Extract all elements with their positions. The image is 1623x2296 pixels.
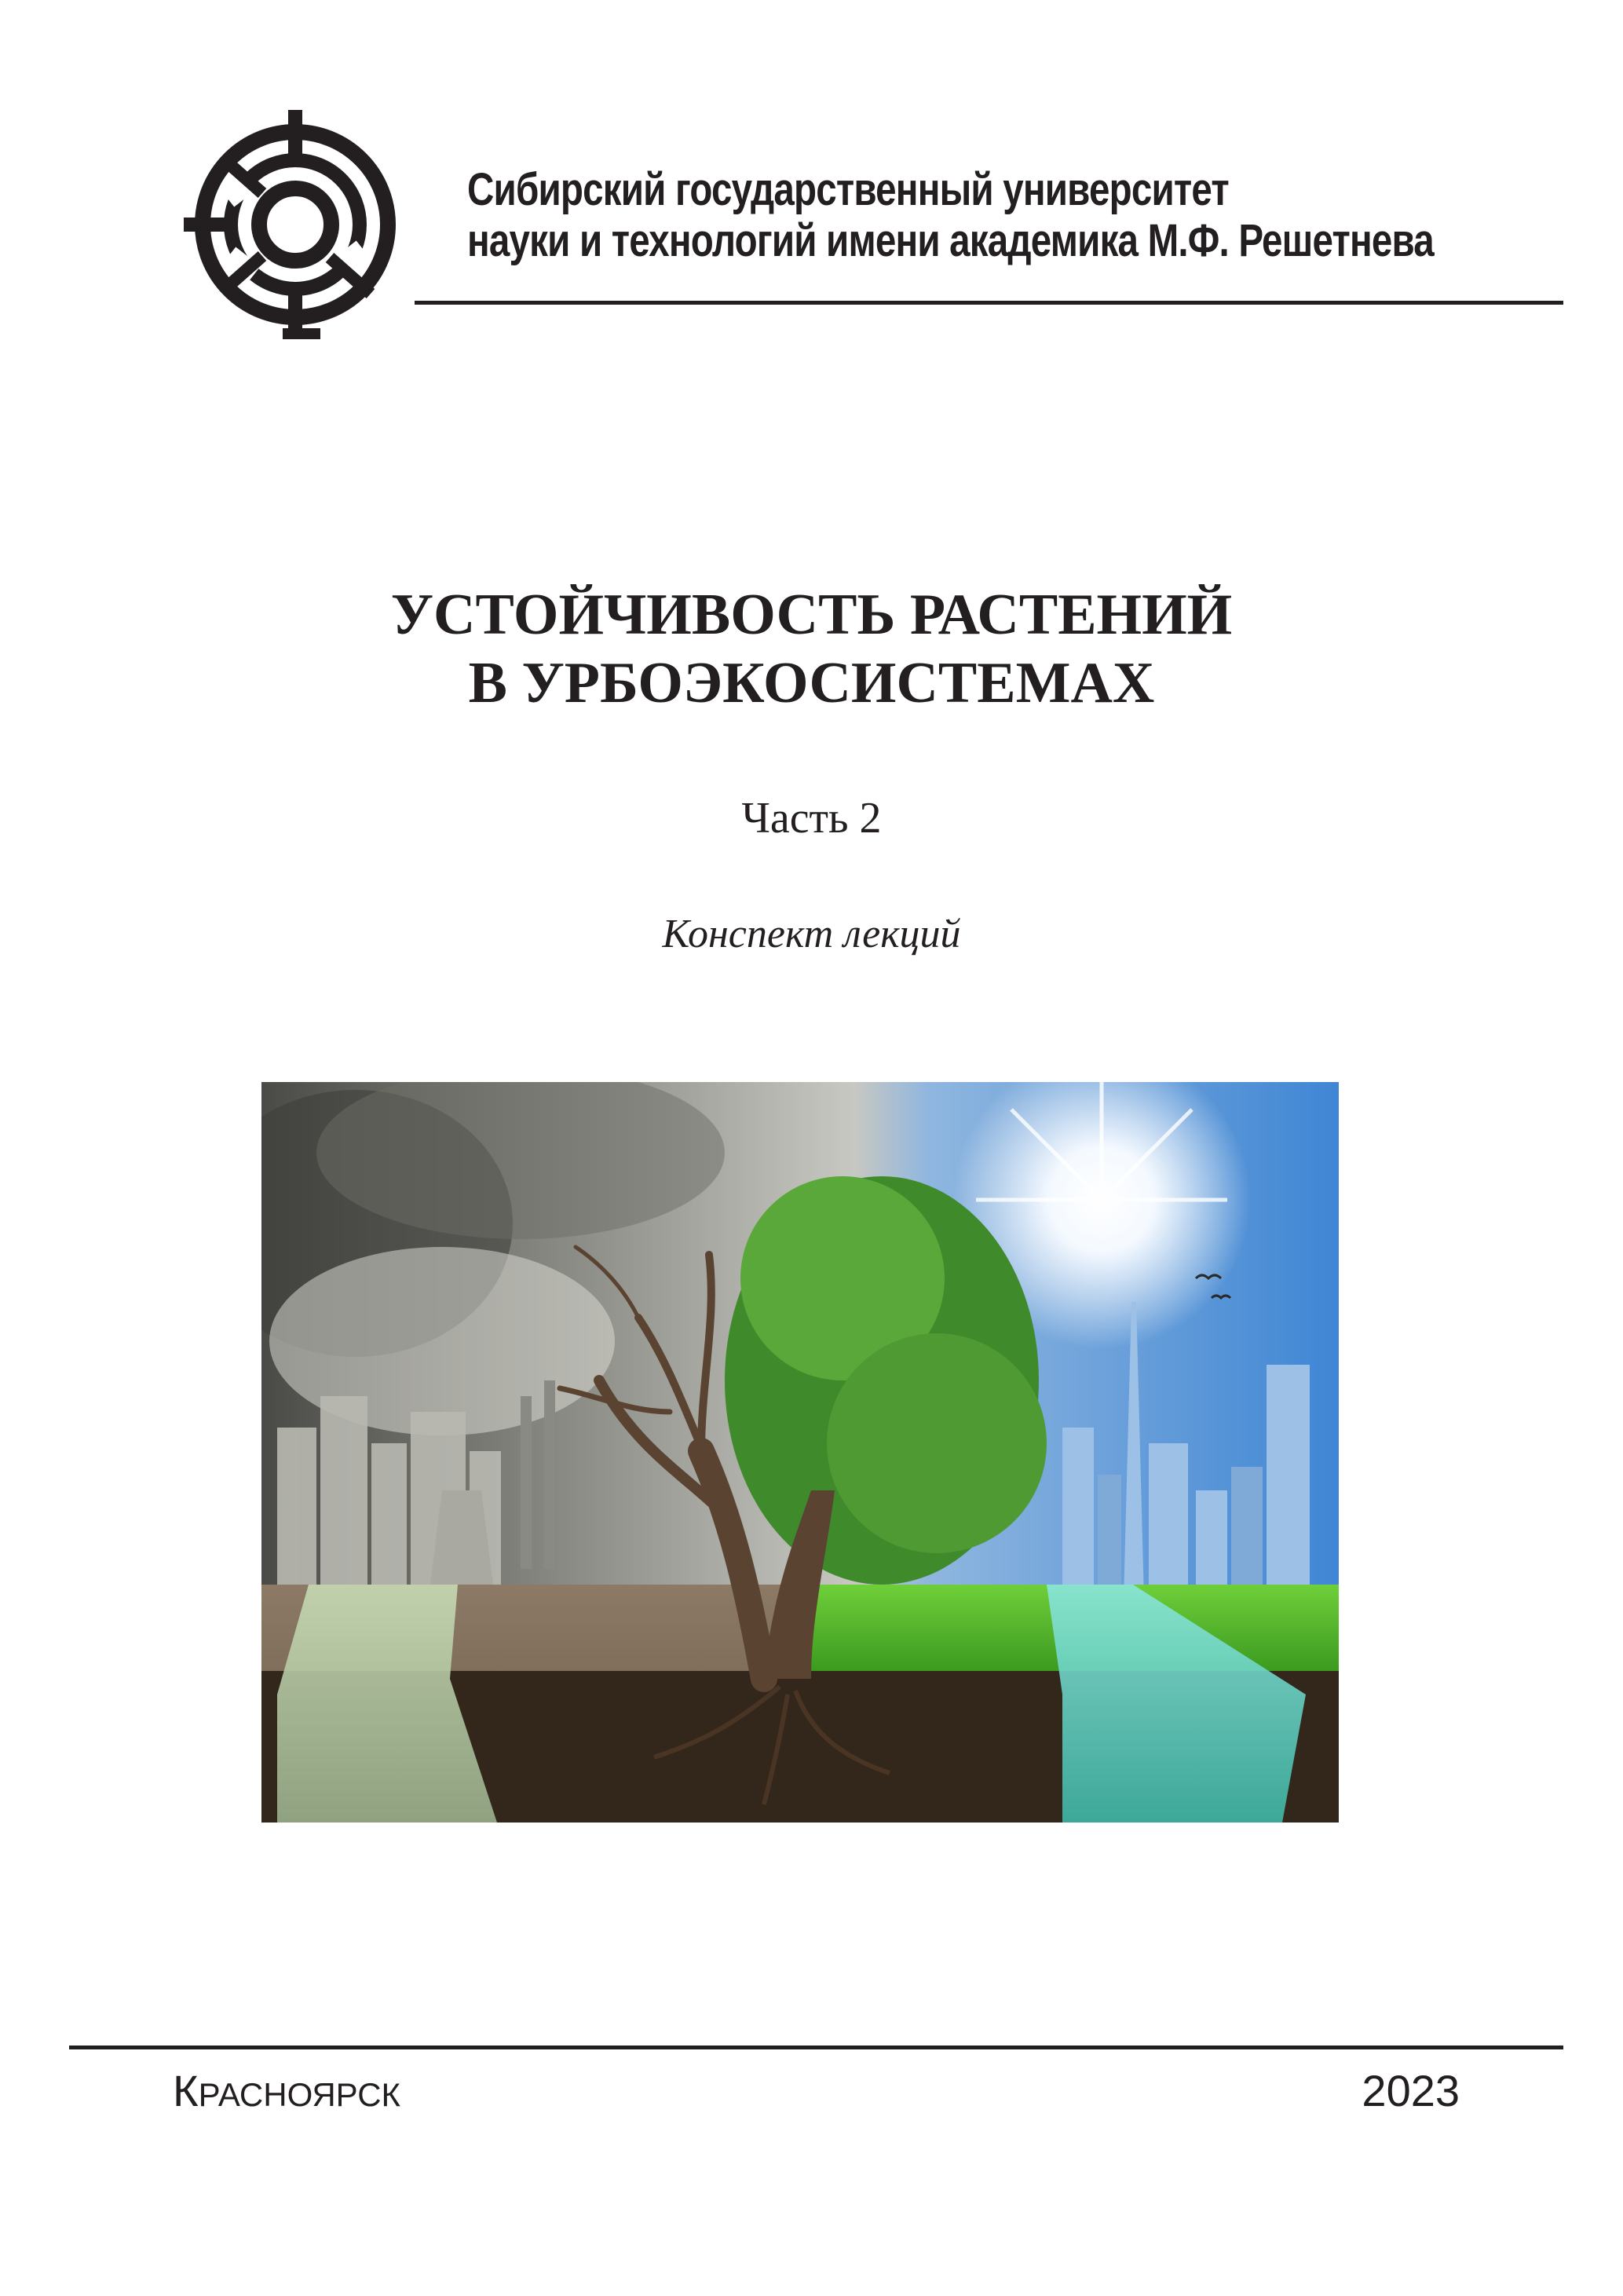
title-line2: В УРБОЭКОСИСТЕМАХ (468, 651, 1155, 716)
university-name-line1: Сибирский государственный университет (467, 164, 1229, 215)
part-label: Часть 2 (741, 794, 882, 843)
publication-year: 2023 (1362, 2066, 1460, 2115)
city-rest: РАСНОЯРСК (198, 2076, 400, 2113)
header-divider (415, 301, 1563, 305)
polluted-vs-green-city-illustration (261, 1082, 1339, 1823)
city-initial: К (173, 2066, 199, 2115)
publication-city (173, 2065, 400, 2116)
title-line1: УСТОЙЧИВОСТЬ РАСТЕНИЙ (390, 583, 1233, 647)
university-emblem-icon (177, 101, 405, 344)
university-name-line2: науки и технологий имени академика М.Ф. Решетнева (467, 214, 1434, 266)
university-name (467, 165, 1434, 267)
document-title (0, 581, 1623, 718)
footer-divider (69, 2046, 1563, 2049)
document-subtitle: Конспект лекций (662, 912, 961, 956)
